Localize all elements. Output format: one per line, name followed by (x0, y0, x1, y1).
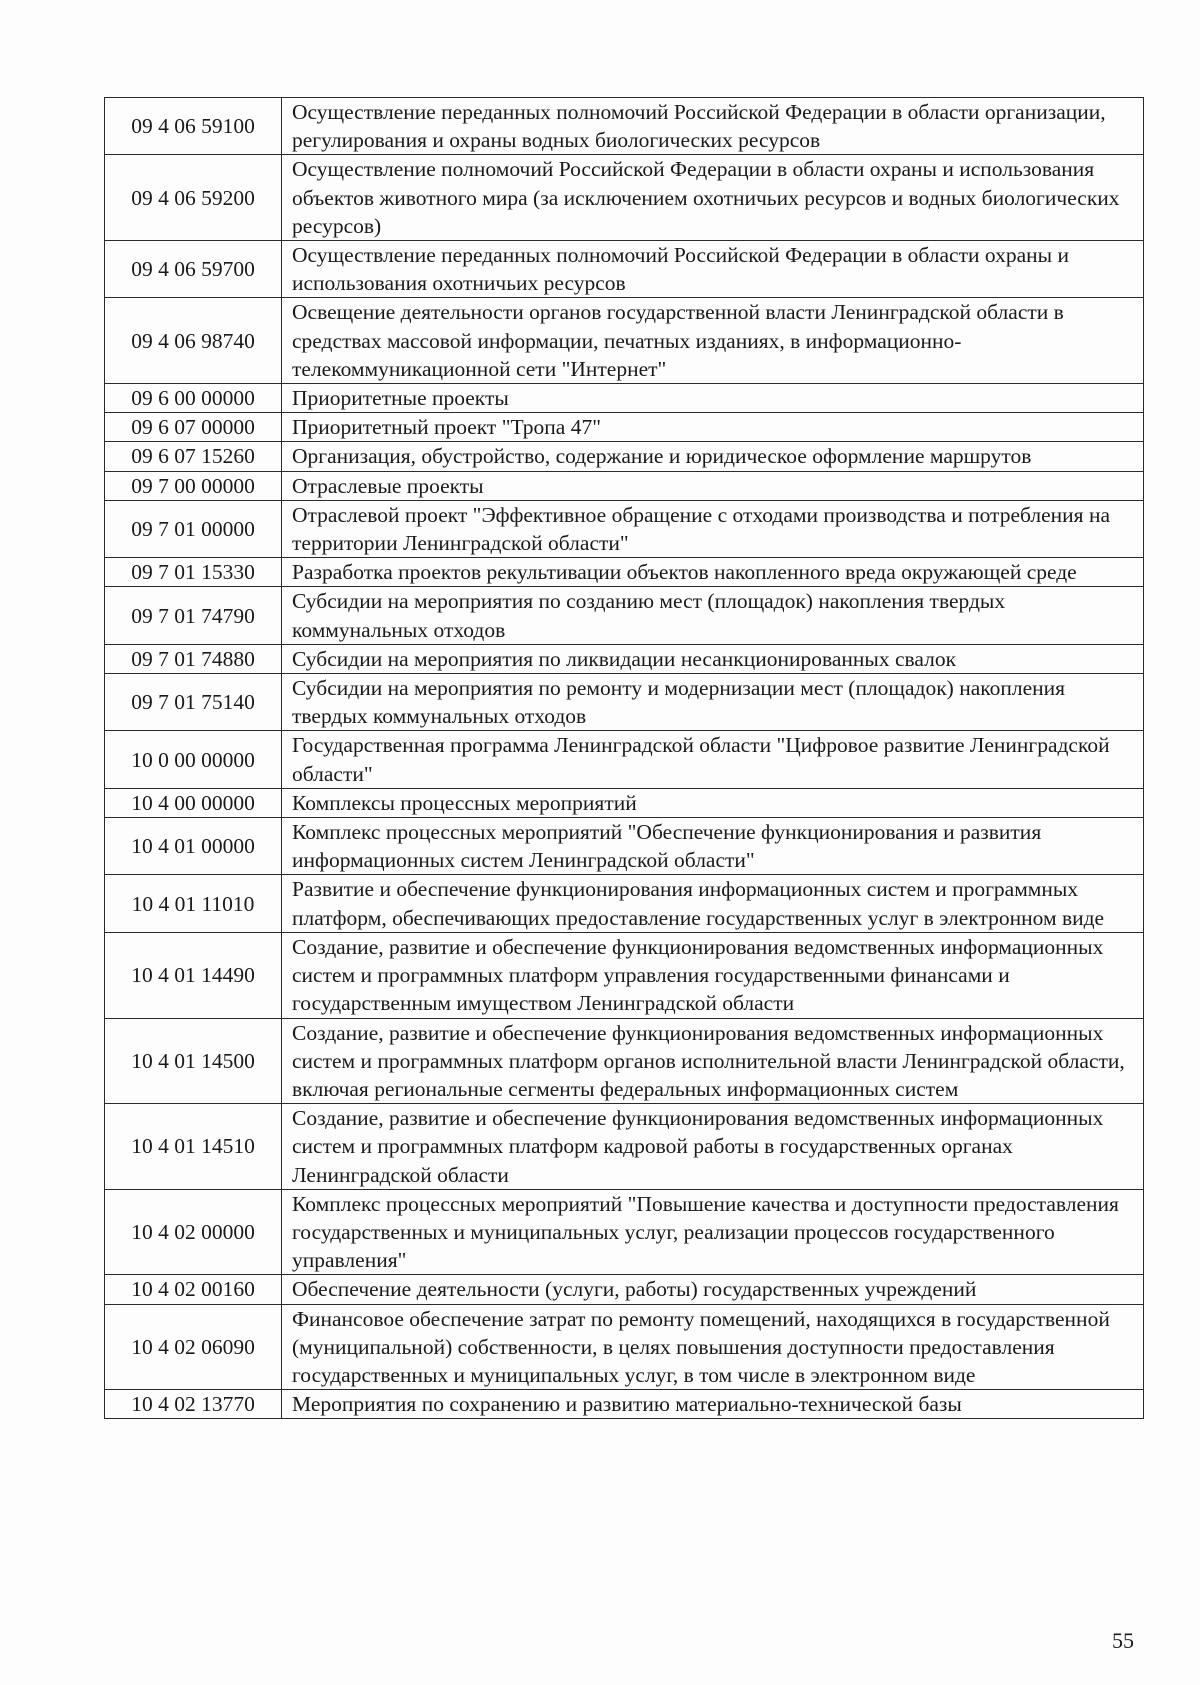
row-name: Развитие и обеспечение функционирования информационных систем и программных платформ, обеспечивающих предоставление государственных услуг в электронном виде (282, 875, 1144, 932)
table-row (105, 241, 1144, 298)
row-name: Осуществление переданных полномочий Российской Федерации в области охраны и использования охотничьих ресурсов (282, 241, 1144, 298)
table-row (105, 875, 1144, 932)
row-code: 09 4 06 59100 (105, 98, 282, 155)
table-row (105, 155, 1144, 241)
table-row (105, 558, 1144, 587)
table-row (105, 644, 1144, 673)
row-name: Создание, развитие и обеспечение функционирования ведомственных информационных систем и программных платформ органов исполнительной власти Ленинградской области, включая региональные сегменты федеральных информационных систем (282, 1018, 1144, 1104)
row-name: Разработка проектов рекультивации объектов накопленного вреда окружающей среде (282, 558, 1144, 587)
table-row (105, 471, 1144, 500)
row-code: 09 7 01 15330 (105, 558, 282, 587)
row-code: 10 4 01 14500 (105, 1018, 282, 1104)
row-code: 10 4 02 00000 (105, 1189, 282, 1275)
row-code: 10 0 00 00000 (105, 731, 282, 788)
row-code: 09 7 01 75140 (105, 674, 282, 731)
table-row (105, 731, 1144, 788)
row-name: Отраслевые проекты (282, 471, 1144, 500)
row-code: 10 4 01 14490 (105, 932, 282, 1018)
table-body (105, 98, 1144, 1419)
table-row (105, 818, 1144, 875)
table-row (105, 500, 1144, 557)
row-name: Финансовое обеспечение затрат по ремонту помещений, находящихся в государственной (муниципальной) собственности, в целях повышения доступности предоставления государственных и муниципальных услуг, в том числе в электронном виде (282, 1304, 1144, 1390)
table-row (105, 1275, 1144, 1304)
row-name: Освещение деятельности органов государственной власти Ленинградской области в средствах массовой информации, печатных изданиях, в информационно-телекоммуникационной сети "Интернет" (282, 298, 1144, 384)
row-code: 09 7 01 74880 (105, 644, 282, 673)
row-code: 09 6 07 15260 (105, 442, 282, 471)
row-name: Создание, развитие и обеспечение функционирования ведомственных информационных систем и программных платформ управления государственными финансами и государственным имуществом Ленинградской области (282, 932, 1144, 1018)
row-name: Мероприятия по сохранению и развитию материально-технической базы (282, 1390, 1144, 1419)
table-row (105, 1018, 1144, 1104)
row-name: Создание, развитие и обеспечение функционирования ведомственных информационных систем и программных платформ кадровой работы в государственных органах Ленинградской области (282, 1104, 1144, 1190)
row-code: 10 4 02 06090 (105, 1304, 282, 1390)
row-code: 09 6 00 00000 (105, 384, 282, 413)
row-name: Обеспечение деятельности (услуги, работы) государственных учреждений (282, 1275, 1144, 1304)
table-row (105, 1104, 1144, 1190)
row-code: 10 4 01 00000 (105, 818, 282, 875)
row-code: 10 4 02 13770 (105, 1390, 282, 1419)
table-row (105, 384, 1144, 413)
row-name: Комплекс процессных мероприятий "Обеспечение функционирования и развития информационных систем Ленинградской области" (282, 818, 1144, 875)
table-row (105, 298, 1144, 384)
row-name: Субсидии на мероприятия по ремонту и модернизации мест (площадок) накопления твердых коммунальных отходов (282, 674, 1144, 731)
row-name: Приоритетный проект "Тропа 47" (282, 413, 1144, 442)
row-code: 09 7 01 74790 (105, 587, 282, 644)
row-name: Комплекс процессных мероприятий "Повышение качества и доступности предоставления государственных и муниципальных услуг, реализации процессов государственного управления" (282, 1189, 1144, 1275)
table-row (105, 932, 1144, 1018)
table-row (105, 1304, 1144, 1390)
row-name: Осуществление переданных полномочий Российской Федерации в области организации, регулирования и охраны водных биологических ресурсов (282, 98, 1144, 155)
row-code: 10 4 02 00160 (105, 1275, 282, 1304)
row-code: 10 4 01 14510 (105, 1104, 282, 1190)
row-code: 09 6 07 00000 (105, 413, 282, 442)
row-code: 09 4 06 59700 (105, 241, 282, 298)
table-row (105, 674, 1144, 731)
table-row (105, 442, 1144, 471)
table-row (105, 1390, 1144, 1419)
table-row (105, 1189, 1144, 1275)
row-code: 09 4 06 98740 (105, 298, 282, 384)
row-name: Отраслевой проект "Эффективное обращение с отходами производства и потребления на территории Ленинградской области" (282, 500, 1144, 557)
table-row (105, 587, 1144, 644)
row-name: Субсидии на мероприятия по созданию мест (площадок) накопления твердых коммунальных отходов (282, 587, 1144, 644)
budget-classification-table (104, 97, 1144, 1419)
row-name: Комплексы процессных мероприятий (282, 788, 1144, 817)
row-code: 10 4 00 00000 (105, 788, 282, 817)
row-name: Организация, обустройство, содержание и юридическое оформление маршрутов (282, 442, 1144, 471)
row-code: 09 7 00 00000 (105, 471, 282, 500)
row-code: 09 4 06 59200 (105, 155, 282, 241)
row-name: Приоритетные проекты (282, 384, 1144, 413)
row-name: Государственная программа Ленинградской области "Цифровое развитие Ленинградской области" (282, 731, 1144, 788)
table-row (105, 98, 1144, 155)
table-row (105, 413, 1144, 442)
row-code: 09 7 01 00000 (105, 500, 282, 557)
row-name: Субсидии на мероприятия по ликвидации несанкционированных свалок (282, 644, 1144, 673)
page-number: 55 (1112, 1628, 1134, 1653)
row-name: Осуществление полномочий Российской Федерации в области охраны и использования объектов животного мира (за исключением охотничьих ресурсов и водных биологических ресурсов) (282, 155, 1144, 241)
row-code: 10 4 01 11010 (105, 875, 282, 932)
table-row (105, 788, 1144, 817)
